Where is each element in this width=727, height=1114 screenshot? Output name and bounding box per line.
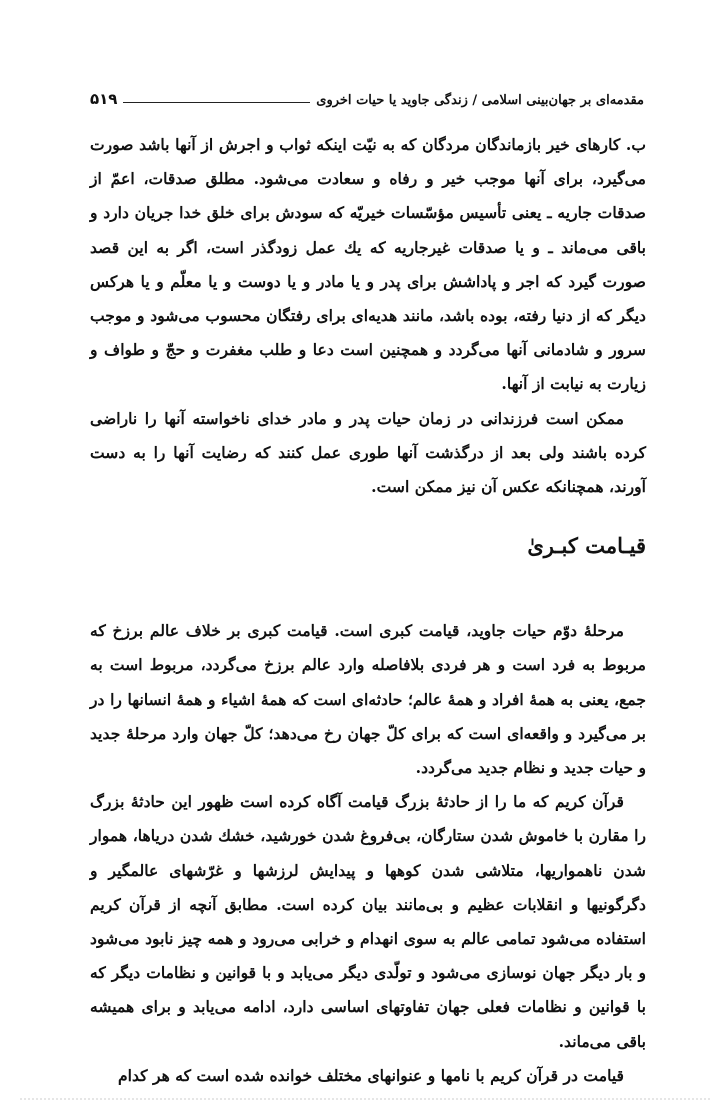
- page-number: ۵۱۹: [90, 90, 118, 108]
- section-heading: قیـامت کبـریٰ: [527, 533, 646, 559]
- heading-spacer: [90, 598, 646, 614]
- paragraph-good-deeds-text: کارهای خیر بازماندگان مردگان که به نیّت اینکه ثواب و اجرش از آنها باشد صورت می‌گیرد، برای آنها موجب خیر و رفاه و سعادت می‌شود. مطلق صدقات، اعمّ از صدقات جاریه ـ یعنی تأسیس مؤسّسات خیریّه که سودش برای خلق خدا جریان دارد و باقی می‌ماند ـ و یا صدقات غیرجاریه که یك عمل زودگذر است، اگر به این قصد صورت گیرد که اجر و پاداشش برای پدر و یا مادر و یا دوست و یا معلّم و یا هرکس دیگر که از دنیا رفته، بوده باشد، مانند هدیه‌ای برای رفتگان محسوب می‌شود و موجب سرور و شادمانی آنها می‌گردد و همچنین است دعا و طلب مغفرت و حجّ و طواف و زیارت به نیابت از آنها.: [90, 135, 646, 394]
- scan-edge-dots: [20, 1098, 710, 1108]
- body-text: [90, 128, 646, 1093]
- item-marker: ب.: [625, 135, 646, 154]
- header-title: مقدمه‌ای بر جهان‌بینی اسلامی / زندگی جاوید یا حیات اخروی: [316, 93, 644, 108]
- paragraph-good-deeds: [90, 128, 646, 402]
- paragraph-quran-event: قرآن کریم که ما را از حادثهٔ بزرگ قیامت آگاه کرده است ظهور این حادثهٔ بزرگ را مقارن با خاموش شدن ستارگان، بی‌فروغ شدن خورشید، خشك شدن دریاها، هموار شدن ناهمواریها، متلاشی شدن کوهها و پیدایش لرزشها و غرّشهای عالمگیر و دگرگونیها و انقلابات عظیم و بی‌مانند بیان کرده است. مطابق آنچه از قرآن کریم استفاده می‌شود تمامی عالم به سوی انهدام و خرابی می‌رود و همه چیز نابود می‌شود و بار دیگر جهان نوسازی می‌شود و تولّدی دیگر می‌یابد و با قوانین و نظامات دیگر که با قوانین و نظامات فعلی جهان تفاوتهای اساسی دارد، ادامه می‌یابد و برای همیشه باقی می‌ماند.: [90, 792, 646, 1051]
- paragraph-names: قیامت در قرآن کریم با نامها و عنوانهای مختلف خوانده شده است که هر کدام: [117, 1065, 624, 1085]
- running-header: [90, 86, 644, 108]
- paragraph-children: ممکن است فرزندانی در زمان حیات پدر و مادر خدای ناخواسته آنها را ناراضی کرده باشند ولی بعد از درگذشت آنها طوری عمل کنند که رضایت آنها را به دست آورند، همچنانکه عکس آن نیز ممکن است.: [90, 408, 646, 497]
- header-rule: [123, 102, 310, 103]
- paragraph-second-stage: مرحلهٔ دوّم حیات جاوید، قیامت کبری است. قیامت کبری بر خلاف عالم برزخ که مربوط به فرد است و هر فردی بلافاصله وارد عالم برزخ می‌گردد، مربوط است به جمع، یعنی به همهٔ افراد و همهٔ عالم؛ حادثه‌ای است که همهٔ اشیاء و همهٔ انسانها را در بر می‌گیرد و واقعه‌ای است که برای کلّ جهان رخ می‌دهد؛ کلّ جهان وارد مرحلهٔ جدید و حیات جدید و نظام جدید می‌گردد.: [90, 621, 646, 778]
